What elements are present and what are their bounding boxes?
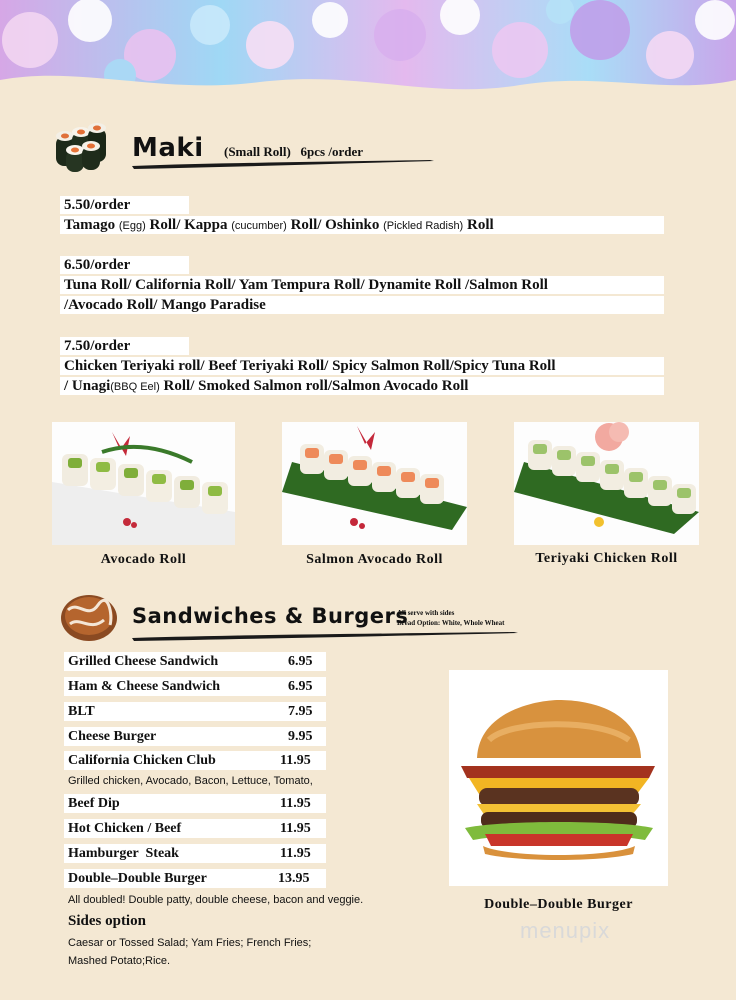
item-text: Chicken Teriyaki roll/ Beef Teriyaki Roll/ Spicy Salmon Roll/Spicy Tuna Roll: [64, 358, 556, 374]
maki-subtitle: (Small Roll) 6pcs /order: [224, 144, 364, 159]
maki-items-6-50-line-2: [60, 296, 664, 314]
item-name: Hamburger Steak: [68, 846, 179, 861]
item-name: Hot Chicken / Beef: [68, 821, 182, 836]
maki-title: Maki: [132, 133, 204, 163]
teriyaki-chicken-roll-caption: Teriyaki Chicken Roll: [535, 551, 678, 566]
item-text: Roll/ Oshinko: [286, 217, 384, 233]
sandwich-icon: [58, 590, 120, 644]
item-text: Tuna Roll/ California Roll/ Yam Tempura Roll/ Dynamite Roll /Salmon Roll: [64, 277, 548, 293]
salmon-avocado-roll-photo: [282, 422, 467, 545]
item-price: 11.95: [280, 821, 311, 836]
item-price: 13.95: [278, 871, 310, 886]
avocado-roll-photo: [52, 422, 235, 545]
california-chicken-club-description: Grilled chicken, Avocado, Bacon, Lettuce, Tomato,: [68, 775, 313, 787]
item-price: 11.95: [280, 753, 311, 768]
item-text: / Unagi: [64, 378, 111, 394]
maki-icon: [52, 120, 112, 176]
maki-brush-stroke: [130, 157, 440, 171]
menu-item-cheese-burger: [64, 727, 326, 746]
teriyaki-chicken-roll-photo: [514, 422, 699, 545]
item-price: 11.95: [280, 846, 311, 861]
item-text: /Avocado Roll/ Mango Paradise: [64, 297, 266, 313]
maki-items-7-50-line-2: [60, 377, 664, 395]
item-name: Beef Dip: [68, 796, 120, 811]
maki-price-5-50: 5.50/order: [60, 196, 189, 214]
item-price: 6.95: [288, 679, 313, 694]
item-text: Tamago: [64, 217, 119, 233]
menu-item-grilled-cheese-sandwich: [64, 652, 326, 671]
item-note: (BBQ Eel): [110, 381, 160, 393]
salmon-avocado-roll-caption: Salmon Avocado Roll: [306, 552, 443, 567]
menu-item-blt: [64, 702, 326, 721]
item-text: Roll/ Kappa: [145, 217, 232, 233]
item-note: (cucumber): [231, 220, 287, 232]
avocado-roll-caption: Avocado Roll: [100, 552, 187, 567]
menu-item-beef-dip: [64, 794, 326, 813]
item-name: Ham & Cheese Sandwich: [68, 679, 221, 694]
menu-item-hot-chicken-beef: [64, 819, 326, 838]
sandwiches-brush-stroke: [130, 629, 520, 643]
maki-items-5-50-line-1: [60, 216, 664, 234]
item-name: California Chicken Club: [68, 753, 216, 768]
maki-items-6-50-line-1: [60, 276, 664, 294]
double-double-description: All doubled! Double patty, double cheese, bacon and veggie.: [68, 894, 364, 906]
double-double-burger-caption: Double–Double Burger: [484, 897, 633, 912]
maki-items-7-50-line-1: [60, 357, 664, 375]
double-double-burger-photo: [449, 670, 668, 886]
menu-item-hamburger-steak: [64, 844, 326, 863]
item-text: Roll: [463, 217, 494, 233]
cherry-blossom-banner: [0, 0, 736, 105]
sandwiches-title: Sandwiches & Burgers: [132, 604, 409, 628]
sides-option-line-2: Mashed Potato;Rice.: [68, 955, 171, 967]
item-note: (Egg): [118, 220, 146, 232]
item-name: Double–Double Burger: [68, 871, 207, 886]
sides-option-line-1: Caesar or Tossed Salad; Yam Fries; French Fries;: [68, 937, 312, 949]
sandwiches-note-bread: Bread Option: White, Whole Wheat: [397, 619, 505, 627]
sandwiches-note-sides: All serve with sides: [397, 609, 455, 617]
menu-item-ham-cheese-sandwich: [64, 677, 326, 696]
menu-item-california-chicken-club: [64, 751, 326, 770]
item-text: Roll/ Smoked Salmon roll/Salmon Avocado Roll: [159, 378, 469, 394]
item-name: BLT: [68, 704, 95, 719]
item-price: 11.95: [280, 796, 311, 811]
menu-item-double-double-burger: [64, 869, 326, 888]
maki-price-7-50: 7.50/order: [60, 337, 189, 355]
item-price: 7.95: [288, 704, 313, 719]
maki-price-6-50: 6.50/order: [60, 256, 189, 274]
item-price: 9.95: [288, 729, 313, 744]
item-price: 6.95: [288, 654, 313, 669]
sides-option-heading: Sides option: [68, 913, 146, 929]
item-name: Grilled Cheese Sandwich: [68, 654, 219, 669]
item-note: (Pickled Radish): [383, 220, 464, 232]
item-name: Cheese Burger: [68, 729, 157, 744]
menupix-watermark: menupix: [520, 918, 611, 943]
